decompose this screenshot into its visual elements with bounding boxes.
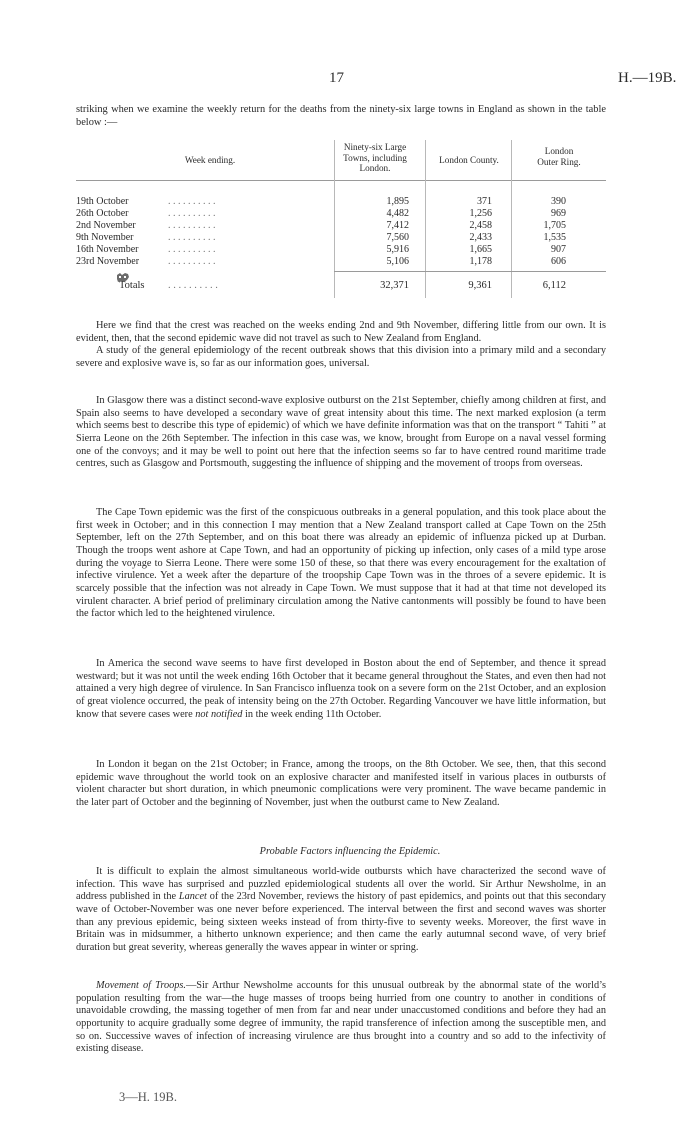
outer-total: 6,112: [542, 280, 566, 291]
towns-cell: 4,482: [386, 208, 409, 219]
county-cell: 371: [477, 196, 492, 207]
towns-cell: 7,412: [386, 220, 409, 231]
paragraph-8-heading: Movement of Troops.: [96, 980, 186, 991]
dot-leader: . . . . . . . . . .: [168, 256, 216, 267]
towns-total: 32,371: [380, 280, 409, 291]
paragraph-8: [76, 980, 606, 1056]
outer-cell: 1,705: [543, 220, 566, 231]
col-county-header: London County.: [439, 155, 499, 165]
col-outer-line2: Outer Ring.: [537, 156, 581, 167]
table-row: [76, 244, 616, 256]
paragraph-1: Here we find that the crest was reached on the weeks ending 2nd and 9th November, differing little from our own. It is evident, then, that the second epidemic wave did not travel as such to New Zealand from England.: [76, 320, 606, 344]
county-total: 9,361: [468, 280, 492, 291]
document-code: H.—19B.: [618, 70, 677, 86]
col-outer-line1: London: [544, 146, 574, 156]
outer-cell: 606: [551, 256, 566, 267]
paragraph-3: In Glasgow there was a distinct second-wave explosive outburst on the 21st September, chiefly among children at first, and Spain also seems to have developed a secondary wave of great intensity about this time. The next marked explosion (a term which seems best to describe this type of epidemic) of which we have definite information was that on the transport “ Tahiti ” at Sierra Leone on the 26th September. The infection in this case was, we know, brought from Europe on a naval vessel forming one of the convoys; and it may be well to point out here that the infection seems so far to have centred round maritime trade centres, such as Glasgow and Portsmouth, suggesting the influence of shipping and the movement of troops from overseas.: [76, 395, 606, 470]
county-cell: 1,256: [469, 208, 492, 219]
dot-leader: . . . . . . . . . .: [168, 208, 216, 219]
table-row: [76, 232, 616, 244]
signature-mark: 3—H. 19B.: [119, 1090, 177, 1104]
paragraph-7-text: It is difficult to explain the almost simultaneous world-wide outbursts which have characterized the second wave of infection. This wave has surprised and puzzled epidemiological students all over the world. Sir Arthur Newsholme, in an address published in the: [76, 866, 606, 903]
lancet-title: Lancet: [178, 891, 207, 903]
table-row: [76, 220, 616, 232]
paragraph-5-emphasis: not notified: [195, 708, 243, 720]
table-row: [76, 256, 616, 268]
towns-cell: 5,916: [386, 244, 409, 255]
outer-cell: 1,535: [543, 232, 566, 243]
section-subheading: Probable Factors influencing the Epidemic.: [259, 846, 441, 857]
county-cell: 2,458: [469, 220, 492, 231]
col-towns-line2: Towns, including: [343, 152, 407, 163]
table-row: [76, 196, 616, 208]
col-towns-header: [330, 142, 420, 174]
intro-text: striking when we examine the weekly return for the deaths from the ninety-six large towns in England as shown in the table below :—: [76, 104, 606, 128]
paragraph-5-text: In America the second wave seems to have first developed in Boston about the end of September, and thence it spread westward; but it was not until the week ending 16th October that it became general throughout the States, and even then had not attained a very high degree of virulence. In San Francisco influenza took on a severe form on the 21st October, and an explosion of great violence occurred, the peak of intensity being on the 27th October. Regarding Vancouver we have little information, but know that severe cases were: [76, 658, 606, 720]
towns-cell: 7,560: [386, 232, 409, 243]
county-cell: 2,433: [469, 232, 492, 243]
dot-leader: . . . . . . . . . .: [168, 232, 216, 243]
paragraph-7-tail: of the 23rd November, reviews the history of past epidemics, and points out that this secondary wave of October-November was one never before experienced. The interval between the first and second waves was shorter than any previous epidemic, being sixteen weeks instead of from thirty-five to seventy weeks. Moreover, the first wave in Britain was in midsummer, a hitherto unknown experience; and then came the early autumnal second wave, of very brief duration but great severity, whereas generally the waves appear in winter or spring.: [76, 891, 606, 953]
week-cell: 9th November: [76, 232, 134, 243]
towns-cell: 1,895: [386, 196, 409, 207]
week-cell: 2nd November: [76, 220, 136, 231]
col-towns-line3: London.: [359, 163, 391, 173]
table-row: [76, 208, 616, 220]
col-week-header: Week ending.: [184, 155, 236, 165]
totals-row: [76, 280, 616, 292]
dot-leader: . . . . . . . . . .: [168, 220, 216, 231]
outer-cell: 969: [551, 208, 566, 219]
paragraph-8-text: —Sir Arthur Newsholme accounts for this unusual outbreak by the abnormal state of the world’s population resulting from the war—the huge masses of troops being hurried from one country to another in conditions of unavoidable crowding, the massing together of men from far and near under unaccustomed conditions and before they had an opportunity to acquire gradually some degree of immunity, the rapid transference of infection among the susceptible men, and so on. Successive waves of infection of increasing virulence are thus brought into a country and so add to the infectivity of existing disease.: [76, 980, 606, 1055]
paragraph-5: [76, 658, 606, 721]
dot-leader: . . . . . . . . . .: [168, 244, 216, 255]
county-cell: 1,178: [469, 256, 492, 267]
paragraph-6: In London it began on the 21st October; in France, among the troops, on the 8th October. We see, then, that this second epidemic wave throughout the world took on an explosive character and manifested itself in various places in outbursts of violent character but short duration, in which pneumonic complications were very prominent. The wave became pandemic in the later part of October and the beginning of November, just when the outburst came to New Zealand.: [76, 759, 606, 808]
dot-leader: . . . . . . . . . .: [168, 196, 216, 207]
week-cell: 26th October: [76, 208, 129, 219]
paragraph-5-tail: in the week ending 11th October.: [245, 708, 382, 720]
paragraph-7: [76, 866, 606, 955]
paragraph-4: The Cape Town epidemic was the first of the conspicuous outbreaks in a general population, and this took place about the first week in October; and in this connection I may mention that a New Zealand transport called at Cape Town on the 25th September, left on the 27th September, and on this boat there was already an epidemic of influenza picked up at Durban. Though the troops went ashore at Cape Town, and had an opportunity of picking up infection, only cases of a mild type arose during the voyage to Sierra Leone. There were some 150 of these, so that there was every encouragement for the exaltation of infective virulence. Yet a week after the departure of the troopship Cape Town was in the throes of a severe epidemic. It is scarcely possible that the infection was not already in Cape Town. We must suppose that it had at that time not developed its virulent character. A brief period of preliminary circulation among the Native cantonments will possibly be found to have been the factor which led to the heightened virulence.: [76, 507, 606, 620]
week-cell: 19th October: [76, 196, 129, 207]
totals-label: Totals: [119, 280, 145, 291]
week-cell: 16th November: [76, 244, 139, 255]
table-header-rule: [76, 180, 606, 181]
page-number: 17: [329, 70, 344, 86]
paragraph-2: A study of the general epidemiology of the recent outbreak shows that this division into a primary mild and a secondary severe and explosive wave is, so far as our information goes, universal.: [76, 345, 606, 369]
outer-cell: 907: [551, 244, 566, 255]
col-outer-header: [513, 146, 605, 167]
county-cell: 1,665: [469, 244, 492, 255]
dot-leader: . . . . . . . . . .: [168, 280, 218, 291]
week-cell: 23rd November: [76, 256, 140, 267]
col-towns-line1: Ninety-six Large: [343, 142, 407, 152]
towns-cell: 5,106: [386, 256, 409, 267]
totals-rule: [334, 271, 606, 272]
outer-cell: 390: [551, 196, 566, 207]
